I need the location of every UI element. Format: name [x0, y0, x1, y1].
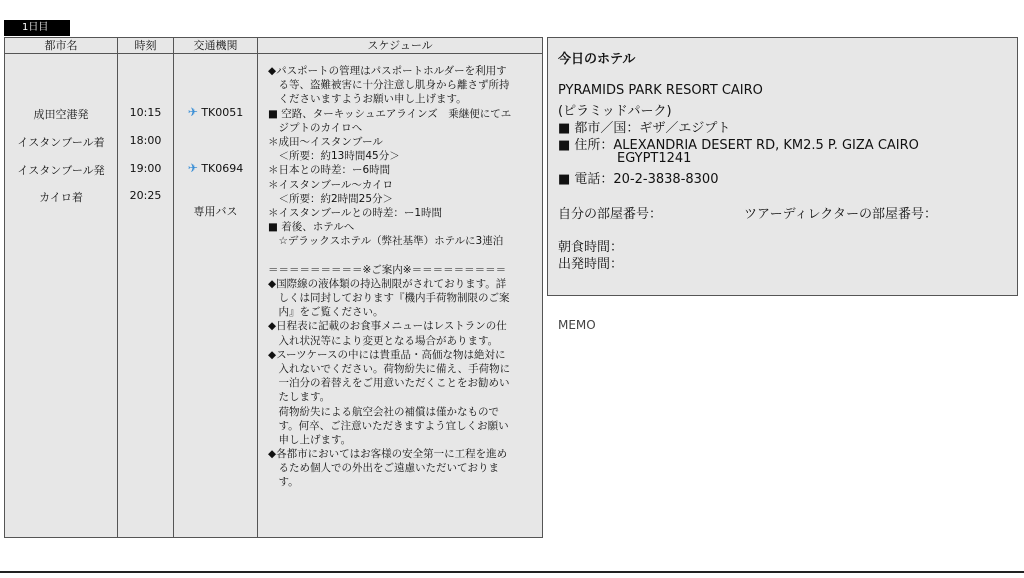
schedule-text	[268, 64, 540, 490]
schedule-line: ジプトのカイロへ	[268, 121, 363, 134]
time-cell: 19:00	[129, 162, 162, 175]
city-cell: イスタンブール発	[17, 164, 105, 177]
schedule-line: ◆パスポートの管理はパスポートホルダーを利用す	[268, 65, 507, 77]
city-column	[4, 54, 118, 538]
schedule-line: 入れ状況等により変更となる場合があります。	[268, 334, 499, 347]
schedule-line: ◆各都市においてはお客様の安全第一に工程を進め	[268, 448, 508, 461]
city-cell: カイロ着	[39, 191, 83, 204]
schedule-line: ＊イスタンブールとの時差：ー1時間	[268, 206, 443, 219]
room-number-label: 自分の部屋番号：	[558, 207, 663, 222]
transport-column	[173, 54, 258, 538]
airplane-icon: ✈	[187, 161, 198, 175]
schedule-line: 申し上げます。	[268, 433, 352, 446]
schedule-line: ■ 着後、ホテルへ	[268, 221, 355, 234]
airplane-icon: ✈	[187, 105, 198, 119]
hotel-address-line2: EGYPT1241	[617, 151, 692, 166]
time-column	[117, 54, 174, 538]
schedule-line: す。何卒、ご注意いただきますよう宜しくお願い	[268, 419, 509, 432]
memo-label: MEMO	[558, 318, 596, 332]
hotel-name: PYRAMIDS PARK RESORT CAIRO	[558, 83, 763, 98]
time-cell: 20:25	[129, 189, 162, 202]
schedule-line: ◆スーツケースの中には貴重品・高価な物は絶対に	[268, 348, 506, 361]
hotel-city: ■ 都市／国：ギザ／エジプト	[558, 121, 731, 136]
header-time: 時刻	[117, 37, 174, 54]
schedule-line: ■ 空路、ターキッシュエアラインズ 乗継便にてエ	[268, 107, 512, 120]
schedule-line: ＊成田〜イスタンブール	[268, 135, 383, 148]
header-transport: 交通機関	[173, 37, 258, 54]
schedule-line: たします。	[268, 391, 331, 404]
breakfast-time-label: 朝食時間：	[558, 240, 624, 255]
transport-cell	[173, 161, 258, 175]
schedule-line: ＊日本との時差：ー6時間	[268, 164, 391, 177]
schedule-line: るため個人での外出をご遠慮いただいておりま	[268, 462, 499, 475]
schedule-line: る等、盗難被害に十分注意し肌身から離さず所持	[268, 79, 510, 92]
hotel-name-kana: (ピラミッドパーク)	[558, 104, 672, 119]
schedule-line: ☆デラックスホテル（弊社基準）ホテルに3連泊	[268, 235, 504, 248]
footer-divider	[0, 571, 1024, 573]
schedule-line: 一泊分の着替えをご用意いただくことをお勧めい	[268, 377, 510, 390]
schedule-line: ＜所要：約2時間25分＞	[268, 192, 394, 205]
departure-time-label: 出発時間：	[558, 257, 624, 272]
header-schedule: スケジュール	[257, 37, 543, 54]
hotel-panel-title: 今日のホテル	[558, 52, 636, 67]
schedule-line: 内』をご覧ください。	[268, 306, 384, 319]
city-cell: イスタンブール着	[17, 136, 105, 149]
schedule-line: くださいますようお願い申し上げます。	[268, 93, 467, 106]
schedule-line: す。	[268, 476, 299, 489]
schedule-line: 荷物紛失による航空会社の補償は僅かなもので	[268, 405, 499, 418]
transport-cell	[173, 105, 258, 119]
bus-label: 専用バス	[193, 205, 238, 218]
flight-number: TK0051	[201, 106, 244, 119]
director-room-label: ツアーディレクターの部屋番号：	[744, 207, 938, 222]
itinerary-table	[4, 37, 543, 538]
hotel-address: ■ 住所：ALEXANDRIA DESERT RD, KM2.5 P. GIZA CAIRO	[558, 138, 919, 153]
schedule-line: ＜所要：約13時間45分＞	[268, 150, 400, 163]
schedule-line: ＊イスタンブール〜カイロ	[268, 178, 394, 191]
time-cell: 18:00	[129, 134, 162, 147]
hotel-phone: ■ 電話：20-2-3838-8300	[558, 172, 719, 187]
flight-number: TK0694	[201, 162, 244, 175]
hotel-panel	[547, 37, 1018, 296]
schedule-line: ◆国際線の液体類の持込制限がされております。詳	[268, 277, 507, 290]
schedule-line: 入れないでください。荷物紛失に備え、手荷物に	[268, 362, 511, 375]
city-cell: 成田空港発	[33, 108, 89, 121]
time-cell: 10:15	[129, 106, 162, 119]
schedule-line: しくは同封しております『機内手荷物制限のご案	[268, 292, 510, 304]
day-tab: 1日目	[4, 20, 70, 36]
schedule-line	[268, 248, 540, 262]
schedule-line: ◆日程表に記載のお食事メニューはレストランの仕	[268, 320, 507, 333]
header-city: 都市名	[4, 37, 118, 54]
schedule-line: ＝＝＝＝＝＝＝＝＝※ご案内※＝＝＝＝＝＝＝＝＝	[268, 263, 507, 276]
